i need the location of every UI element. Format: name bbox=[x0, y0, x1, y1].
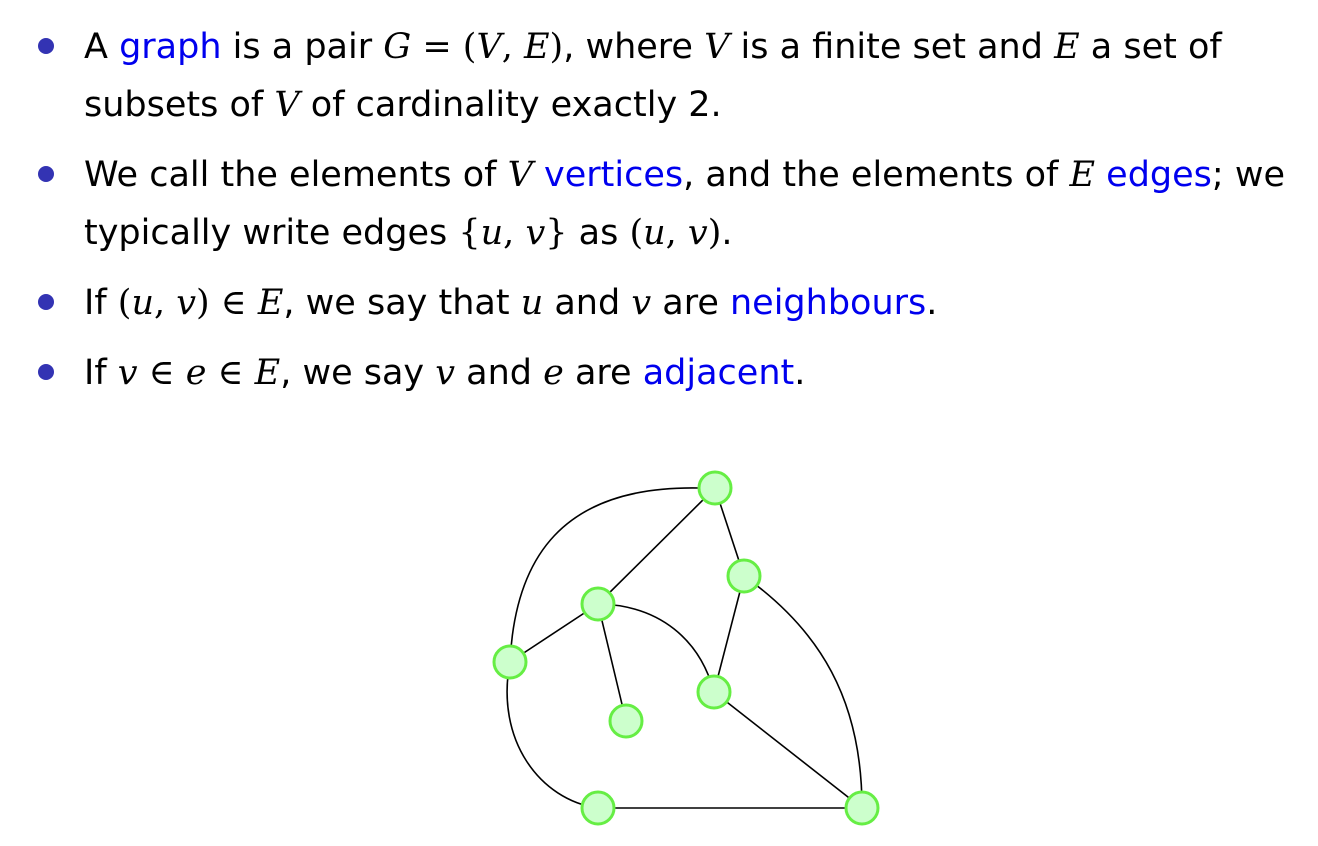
math-operator: , bbox=[501, 27, 524, 67]
graph-edge bbox=[598, 488, 715, 604]
text-run: , and the elements of bbox=[683, 155, 1070, 195]
math-symbol: V bbox=[704, 27, 730, 67]
math-operator: ∈ bbox=[137, 353, 186, 393]
math-operator: = ( bbox=[411, 27, 477, 67]
term-highlight: graph bbox=[119, 27, 222, 67]
math-operator: , bbox=[665, 213, 688, 253]
text-run: , we say bbox=[280, 353, 436, 393]
math-symbol: G bbox=[383, 27, 412, 67]
graph-edge bbox=[598, 604, 626, 721]
graph-node bbox=[728, 560, 760, 592]
math-operator: ∈ bbox=[206, 353, 255, 393]
math-operator: { bbox=[458, 213, 481, 253]
math-symbol: V bbox=[274, 85, 300, 125]
text-run: of cardinality exactly 2. bbox=[299, 85, 722, 125]
text-run: are bbox=[651, 283, 730, 323]
term-highlight: adjacent bbox=[642, 353, 795, 393]
text-run: a set of subsets of bbox=[84, 27, 1222, 125]
graph-edge bbox=[714, 692, 862, 808]
math-operator: , bbox=[503, 213, 526, 253]
graph-edge bbox=[714, 576, 744, 692]
math-symbol: E bbox=[523, 27, 550, 67]
graph-node bbox=[494, 646, 526, 678]
math-operator: ) bbox=[707, 213, 722, 253]
graph-node bbox=[846, 792, 878, 824]
math-symbol: E bbox=[1054, 27, 1080, 67]
math-symbol: V bbox=[507, 155, 533, 195]
math-operator: , bbox=[153, 283, 177, 323]
math-symbol: v bbox=[435, 353, 456, 393]
term-highlight: edges bbox=[1106, 155, 1212, 195]
text-run: If bbox=[84, 283, 118, 323]
graph-edge bbox=[507, 662, 598, 808]
math-symbol: V bbox=[476, 27, 502, 67]
graph-node bbox=[582, 792, 614, 824]
math-symbol: u bbox=[480, 213, 504, 253]
text-run: and bbox=[455, 353, 544, 393]
math-operator: ( bbox=[629, 213, 644, 253]
term-highlight: vertices bbox=[544, 155, 684, 195]
math-operator: } bbox=[545, 213, 568, 253]
math-symbol: E bbox=[254, 353, 281, 393]
text-run: , we say that bbox=[283, 283, 521, 323]
text-run: and bbox=[543, 283, 632, 323]
graph-node bbox=[698, 676, 730, 708]
math-symbol: u bbox=[131, 283, 154, 323]
math-operator: ( bbox=[117, 283, 132, 323]
text-run: , where bbox=[563, 27, 705, 67]
graph-edge bbox=[744, 576, 862, 808]
graph-node bbox=[610, 705, 642, 737]
math-symbol: v bbox=[631, 283, 652, 323]
term-highlight: neighbours bbox=[729, 283, 927, 323]
math-symbol: u bbox=[520, 283, 544, 323]
text-run: We call the elements of bbox=[84, 155, 508, 195]
math-symbol: e bbox=[185, 353, 207, 393]
math-symbol: u bbox=[643, 213, 666, 253]
math-symbol: e bbox=[543, 353, 564, 393]
math-symbol: v bbox=[117, 353, 138, 393]
graph-node bbox=[582, 588, 614, 620]
text-run: . bbox=[926, 283, 938, 323]
math-symbol: v bbox=[176, 283, 197, 323]
math-symbol: E bbox=[257, 283, 284, 323]
text-run: A bbox=[84, 27, 120, 67]
math-operator: ) ∈ bbox=[196, 283, 258, 323]
text-run: is a pair bbox=[221, 27, 384, 67]
text-run: ; we typically write edges bbox=[84, 155, 1285, 253]
text-run: . bbox=[721, 213, 733, 253]
math-operator: ) bbox=[549, 27, 564, 67]
text-run: are bbox=[563, 353, 643, 393]
math-symbol: v bbox=[687, 213, 708, 253]
math-symbol: v bbox=[525, 213, 546, 253]
graph-node bbox=[699, 472, 731, 504]
text-run: as bbox=[567, 213, 630, 253]
math-symbol: E bbox=[1069, 155, 1096, 195]
text-run: If bbox=[84, 353, 118, 393]
text-run: is a finite set and bbox=[729, 27, 1055, 67]
text-run: . bbox=[794, 353, 806, 393]
